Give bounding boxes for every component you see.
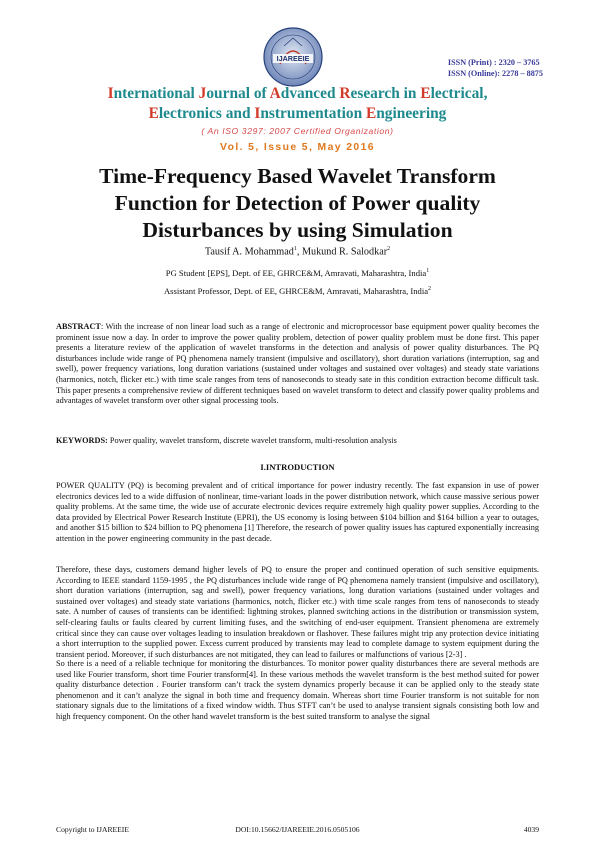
authors: Tausif A. Mohammad$^1$, Mukund R. Salodkar$^2$: [204, 246, 391, 258]
title-line: Function for Detection of Power quality: [114, 191, 481, 215]
author-name: Tausif A. Mohammad: [204, 246, 294, 258]
page-number: 4039: [523, 825, 539, 834]
keywords: [56, 436, 539, 447]
section-heading: I.INTRODUCTION: [260, 462, 335, 472]
abstract: [56, 322, 539, 407]
title-line: Disturbances by using Simulation: [142, 218, 453, 242]
issn-block: [448, 57, 543, 79]
journal-logo: [262, 26, 324, 88]
keywords-text: Power quality, wavelet transform, discrete wavelet transform, multi-resolution analysis: [107, 436, 397, 445]
certification-line: ( An ISO 3297: 2007 Certified Organization): [201, 126, 394, 136]
abstract-text: : With the increase of non linear load such as a range of electronic and microprocessor base equipment power quality becomes the prominent issue now a day. In order to improve the power quality problem, detection of power quality problem must be done first. This paper presents a literature review of the application of wavelet transforms in the detection and analysis of power quality disturbances. The PQ disturbances include wide range of PQ phenomena namely transient (impulsive and oscillatory), short duration variations (interruption, sag and swell), power frequency variations, long duration variations (sustained under voltages and sustained over voltages) and steady state variations (harmonics, notch, flicker etc.) with time scale ranges from tens of nanoseconds to steady sate in this condition extraction become difficult task. This paper presents a comprehensive review of different techniques based on wavelet transform to detect and classify power quality problems and advantages of wavelet transform over other signal processing tools.: [56, 322, 539, 406]
intro-paragraph: Therefore, these days, customers demand higher levels of PQ to ensure the proper and continued operation of such sensitive equipments. According to IEEE standard 1159-1995 , the PQ disturbances include wide range of PQ phenomena namely transient (impulsive and oscillatory), short duration variations (interruption, sag and swell), power frequency variations, long duration variations (sustained under voltages and sustained over voltages) and steady state variations (harmonics, notch, flicker etc.) with time scale ranges from tens of nanoseconds to steady sate. A number of causes of transients can be identified: lightning strokes, planned switching actions in the distribution or transmission system, self-clearing faults or faults cleared by current limiting fuses, and the switching of end-user equipment. Transient phenomena are extremely critical since they can cause over voltages leading to insulation breakdown or flashover. These failures might trip any protection device initiating a short interruption to the supplied power. Excess current produced by transients may lead to complete damage to system equipment during the transient period. Moreover, if such disturbances are not mitigated, they can lead to failures or malfunctions of various [2-3] .: [56, 565, 539, 659]
footer-doi: DOI:10.15662/IJAREEIE.2016.0505106: [235, 825, 360, 834]
issn-online: ISSN (Online): 2278 – 8875: [447, 69, 543, 78]
journal-title-line-2: Electronics and Instrumentation Engineering: [148, 105, 447, 122]
abstract-label: ABSTRACT: [56, 322, 101, 331]
logo-text: IJAREEIE: [276, 54, 310, 64]
paper-title: [30, 163, 565, 244]
author-name: Mukund R. Salodkar: [301, 246, 388, 258]
keywords-label: KEYWORDS:: [56, 436, 108, 445]
title-line: Time-Frequency Based Wavelet Transform: [99, 164, 496, 188]
volume-issue: Vol. 5, Issue 5, May 2016: [220, 142, 375, 153]
footer-copyright: Copyright to IJAREEIE: [56, 825, 129, 834]
issn-print: ISSN (Print) : 2320 – 3765: [447, 58, 540, 67]
affiliation-1: PG Student [EPS], Dept. of EE, GHRCE&M, Amravati, Maharashtra, India$^1$: [165, 268, 430, 278]
journal-title: [40, 84, 555, 124]
affiliation-2: Assistant Professor, Dept. of EE, GHRCE&M, Amravati, Maharashtra, India$^2$: [163, 286, 432, 296]
journal-title-line-1: International Journal of Advanced Research in Electrical,: [107, 85, 488, 102]
intro-paragraph: POWER QUALITY (PQ) is becoming prevalent and of critical importance for power industry recently. The fast expansion in use of power electronics devices led to a wide diffusion of nonlinear, time-variant loads in the power distribution network, which cause massive serious power quality problems. At the same time, the wide use of accurate electronic devices require extremely high quality power supplies. According to the data provided by Electrical Power Research Institute (EPRI), the US economy is losing between $104 billion and $164 billion a year to outages, and another $15 billion to $24 billion to PQ phenomena [1] Therefore, the research of power quality issues has captured exponentially increasing attention in the power engineering community in the past decade.: [56, 481, 539, 543]
intro-paragraph: So there is a need of a reliable technique for monitoring the disturbances. To monitor power quality disturbances there are several methods are used like Fourier transform, short time Fourier transform[4]. In these various methods the wavelet transform is the best method suited for power quality disturbance detection . Fourier transform can’t track the system dynamics properly because it can be applied only to the steady state phenomenon and it can’t analyze the signal in both time and frequency domain. Whereas short time Fourier transform is not suitable for non stationary signals due to the limitations of a fixed window width. Thus STFT can’t be used to analyse transient signals consisting both low and high frequency component. On the other hand wavelet transform is the best suited transform to analyse the signal: [56, 659, 539, 721]
